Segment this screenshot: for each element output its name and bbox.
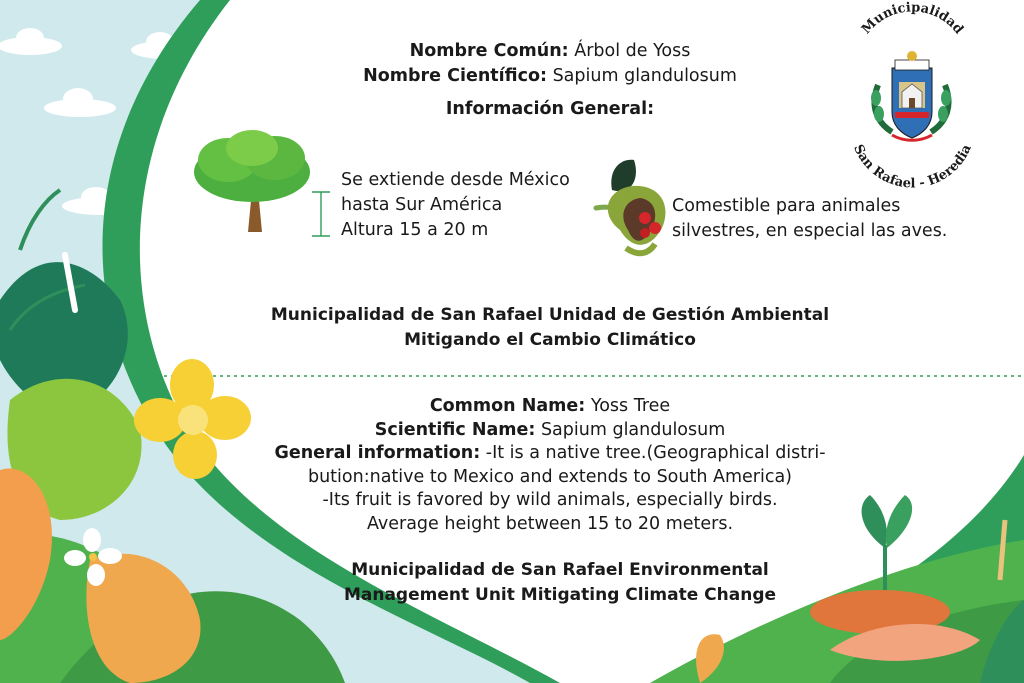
en-common-name-value: Yoss Tree [585,396,671,416]
es-common-name-row [330,39,770,64]
es-common-name-value: Árbol de Yoss [568,41,691,61]
es-scientific-name-value: Sapium glandulosum [547,66,737,86]
es-organization [220,303,880,353]
es-org-line-1: Municipalidad de San Rafael Unidad de Gestión Ambiental [270,305,830,325]
en-scientific-name-label: Scientific Name: [374,419,536,440]
es-fruit-line-2: silvestres, en especial las aves. [672,221,948,241]
english-info [220,395,880,536]
en-general-info-label: General information: [274,443,481,463]
es-org-line-2: Mitigando el Cambio Climático [404,330,696,350]
es-fruit-facts [672,194,992,244]
es-scientific-name-row [330,64,770,89]
es-height: Altura 15 a 20 m [341,220,489,240]
en-common-name-row [220,395,880,419]
en-organization [280,558,840,608]
en-org-line-2: Management Unit Mitigating Climate Change [343,585,777,605]
en-general-info-line-1: -It is a native tree.(Geographical distri- [480,443,826,463]
logo-top-text: Municipalidad [859,0,967,38]
en-scientific-name-value: Sapium glandulosum [535,419,726,440]
en-org-line-1: Municipalidad de San Rafael Environmental [351,560,769,580]
en-common-name-label: Common Name: [429,396,586,416]
es-general-info-heading: Información General: [445,99,655,119]
es-common-name-label: Nombre Común: [409,41,569,61]
en-scientific-name-row [220,419,880,443]
es-distribution-line-2: hasta Sur América [341,195,503,215]
es-fruit-line-1: Comestible para animales [672,196,901,216]
logo-bottom-text: San Rafael - Heredia [850,142,975,192]
en-general-info-line-4: Average height between 15 to 20 meters. [366,513,734,534]
es-tree-facts [341,168,591,243]
en-general-info-row [220,442,880,466]
es-scientific-name-label: Nombre Científico: [363,66,548,86]
en-general-info-line-2: bution:native to Mexico and extends to South America) [307,466,793,487]
en-general-info-line-3: -Its fruit is favored by wild animals, especially birds. [322,490,778,510]
spanish-names [330,39,770,89]
es-distribution-line-1: Se extiende desde México [341,170,570,190]
